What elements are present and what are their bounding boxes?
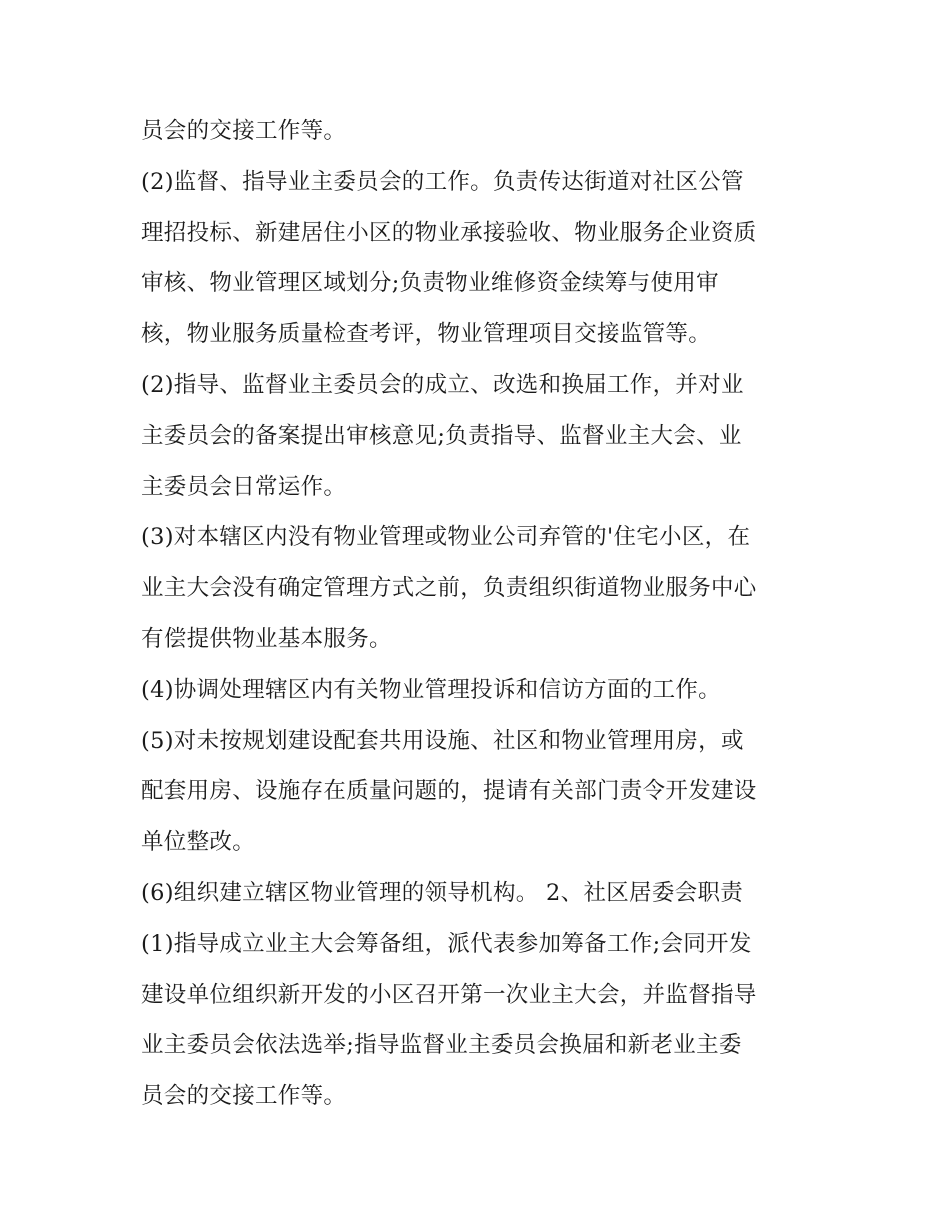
text-line: (5)对未按规划建设配套共用设施、社区和物业管理用房，或 <box>141 727 744 754</box>
text-line: (1)指导成立业主大会筹备组，派代表参加筹备工作;会同开发 <box>141 930 752 957</box>
text-line: 单位整改。 <box>141 829 256 856</box>
document-body <box>141 106 821 1122</box>
text-line: 有偿提供物业基本服务。 <box>141 625 392 652</box>
text-line: 建设单位组织新开发的小区召开第一次业主大会，并监督指导 <box>141 981 757 1008</box>
text-line: (2)监督、指导业主委员会的工作。负责传达街道对社区公管 <box>141 168 744 195</box>
text-line: 主委员会日常运作。 <box>141 473 347 500</box>
text-line: 核，物业服务质量检查考评，物业管理项目交接监管等。 <box>141 321 712 348</box>
text-line: (3)对本辖区内没有物业管理或物业公司弃管的'住宅小区，在 <box>141 524 751 551</box>
text-line: 审核、物业管理区域划分;负责物业维修资金续筹与使用审 <box>141 270 719 297</box>
text-line: (2)指导、监督业主委员会的成立、改选和换届工作，并对业 <box>141 371 744 398</box>
text-line: (4)协调处理辖区内有关物业管理投诉和信访方面的工作。 <box>141 676 721 703</box>
text-line: (6)组织建立辖区物业管理的领导机构。 2、社区居委会职责 <box>141 879 744 906</box>
text-line: 主委员会的备案提出审核意见;负责指导、监督业主大会、业 <box>141 422 742 449</box>
text-line: 配套用房、设施存在质量问题的，提请有关部门责令开发建设 <box>141 778 757 805</box>
text-line: 业主委员会依法选举;指导监督业主委员会换届和新老业主委 <box>141 1032 742 1059</box>
text-line: 业主大会没有确定管理方式之前，负责组织街道物业服务中心 <box>141 575 757 602</box>
text-line: 理招投标、新建居住小区的物业承接验收、物业服务企业资质 <box>141 219 757 246</box>
text-line: 员会的交接工作等。 <box>141 1083 347 1110</box>
text-line: 员会的交接工作等。 <box>141 118 347 144</box>
